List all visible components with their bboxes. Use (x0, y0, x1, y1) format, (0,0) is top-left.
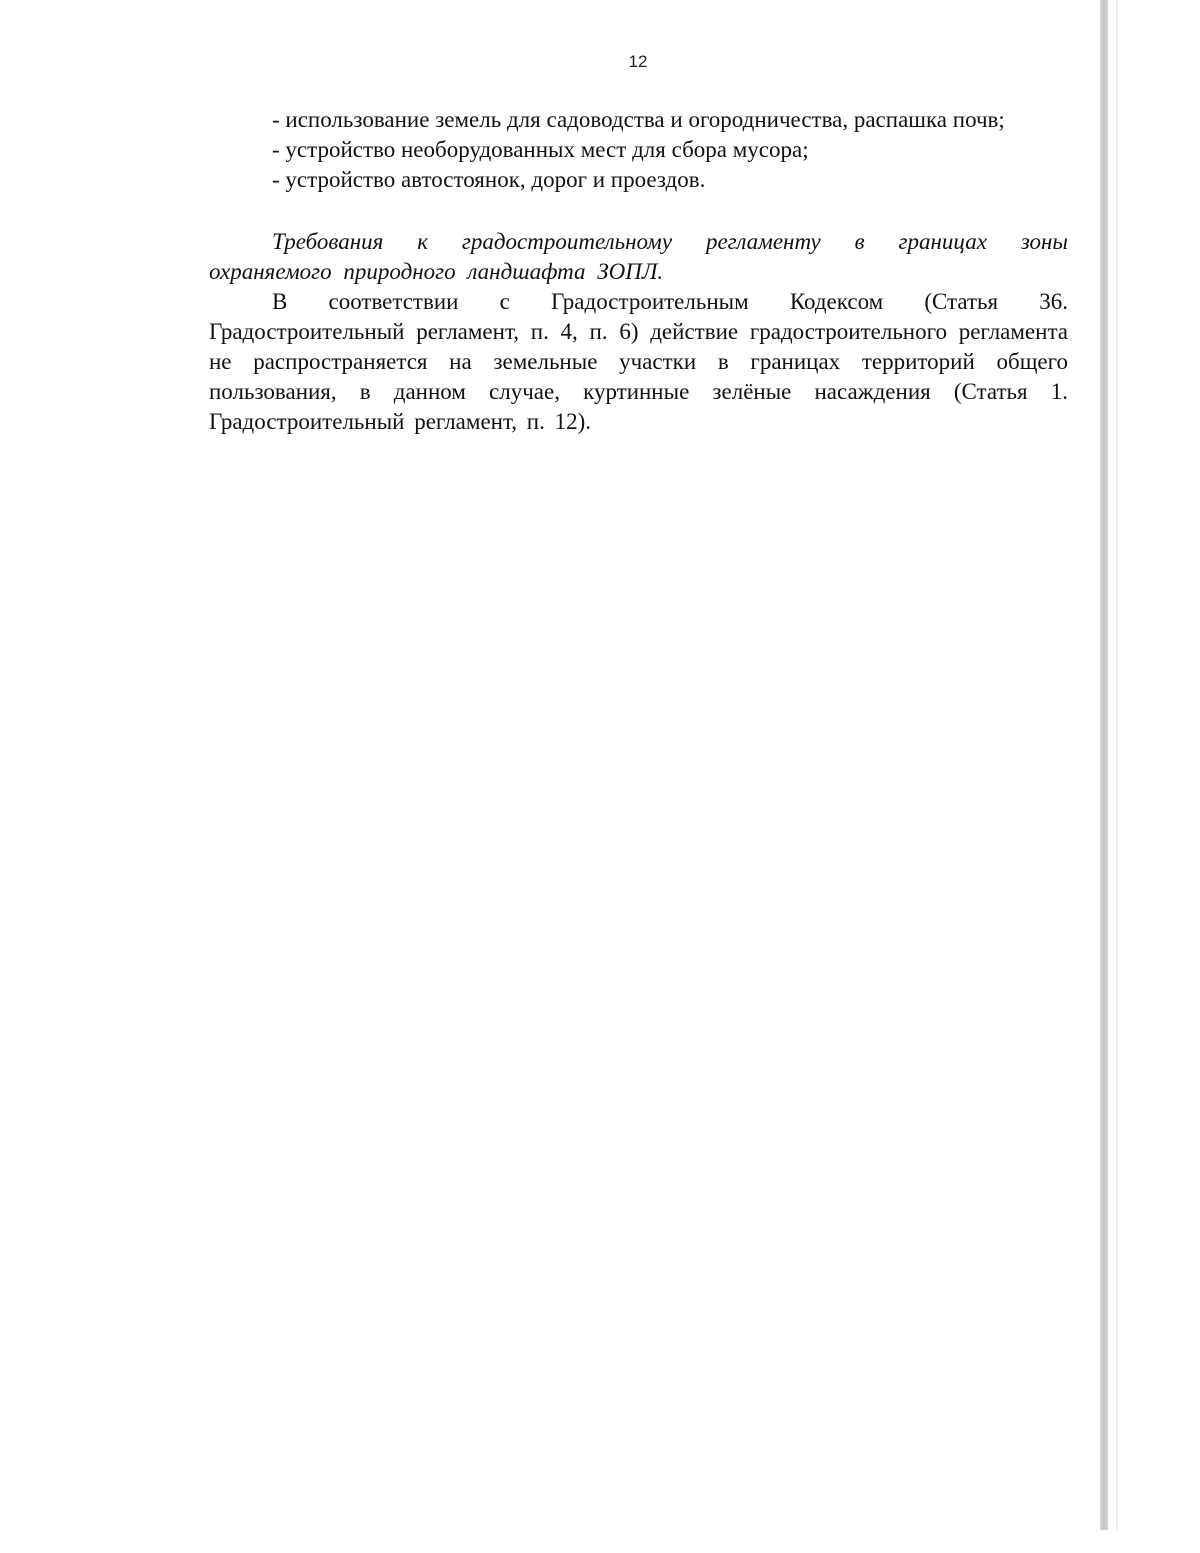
document-body (209, 105, 1068, 437)
scan-edge-faint (1116, 0, 1118, 1530)
scan-edge-shadow (1100, 0, 1108, 1530)
section-heading: Требования к градостроительному регламенту в границах зоны охраняемого природного ландшафта ЗОПЛ. (209, 229, 1068, 284)
paragraph-spacer (209, 195, 1068, 227)
list-item-gardening: - использование земель для садоводства и огородничества, распашка почв; (272, 107, 1005, 132)
list-item-parking: - устройство автостоянок, дорог и проездов. (272, 167, 706, 192)
section-body: В соответствии с Градостроительным Кодексом (Статья 36. Градостроительный регламент, п. 4, п. 6) действие градостроительного регламента не распространяется на земельные участки в границах территорий общего пользования, в данном случае, куртинные зелёные насаждения (Статья 1. Градостроительный регламент, п. 12). (209, 289, 1068, 434)
list-item-garbage: - устройство необорудованных мест для сбора мусора; (272, 137, 809, 162)
page-number: 12 (628, 52, 648, 71)
